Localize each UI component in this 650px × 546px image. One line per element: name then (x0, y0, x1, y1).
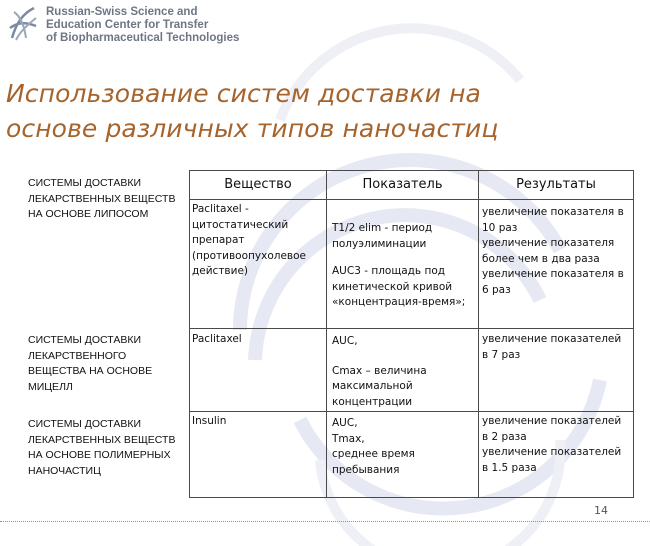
grid-row1-line (189, 199, 634, 200)
row3-substance-line: Insulin (192, 415, 227, 427)
org-line-3: of Biopharmaceutical Technologies (46, 32, 240, 44)
grid-col-a (189, 170, 190, 498)
row1-result-line: 10 раз (482, 221, 518, 234)
row3-result-line: в 2 раза (482, 430, 527, 443)
row1-result-line: увеличение показателя в (482, 206, 624, 218)
org-line-1: Russian-Swiss Science and (46, 6, 198, 18)
row1-result-line: 6 раз (482, 283, 511, 296)
row2-result-line: в 7 раз (482, 348, 521, 361)
center-logo-icon (8, 4, 38, 42)
row3-system-line: НА ОСНОВЕ ПОЛИМЕРНЫХ (28, 449, 171, 461)
row1-substance-line: (противоопухолевое (192, 249, 306, 262)
row1-system-line: СИСТЕМЫ ДОСТАВКИ (28, 177, 141, 189)
row3-system-line: ЛЕКАРСТВЕННЫХ ВЕЩЕСТВ (28, 433, 176, 446)
row3-result (482, 414, 632, 476)
grid-col-c (478, 170, 479, 498)
row2-result (482, 332, 632, 363)
row3-indicator-line: Tmax, (332, 432, 365, 445)
row1-substance (192, 202, 324, 280)
row1-result-line: увеличение показателя (482, 237, 615, 249)
row2-result-line: увеличение показателей (482, 333, 622, 345)
grid-top-line (189, 170, 634, 171)
row1-substance-line: цитостатический (192, 218, 289, 231)
row3-indicator (332, 416, 476, 478)
row2-substance-line: Paclitaxel (192, 333, 242, 345)
row1-substance-line: действие) (192, 265, 249, 277)
grid-col-b (326, 170, 327, 498)
row2-indicator-line: Cmax – величина (332, 364, 427, 377)
row1-system-line: НА ОСНОВЕ ЛИПОСОМ (28, 208, 149, 220)
row1-indicator-line: кинетической кривой (332, 280, 453, 293)
row1-indicator-line: полуэлиминации (332, 237, 427, 250)
row2-system-line: ВЕЩЕСТВА НА ОСНОВЕ (28, 365, 153, 377)
row2-system-line: СИСТЕМЫ ДОСТАВКИ (28, 334, 141, 346)
grid-col-d (633, 170, 634, 498)
row1-indicator-line: T1/2 elim - период (332, 222, 433, 234)
row1-system-line: ЛЕКАРСТВЕННЫХ ВЕЩЕСТВ (28, 192, 176, 205)
row2-substance (192, 332, 324, 348)
row1-indicator-line: «концентрация-время»; (332, 296, 466, 308)
row3-indicator-line: пребывания (332, 463, 400, 476)
grid-row3-line (189, 411, 634, 412)
row3-system (28, 417, 188, 479)
row1-result (482, 205, 632, 298)
row1-indicator (332, 221, 476, 311)
row2-indicator-line: AUC, (332, 335, 358, 347)
header-substance: Вещество (224, 177, 292, 192)
row3-indicator-line: AUC, (332, 417, 358, 429)
row1-indicator-line: AUC3 - площадь под (332, 265, 446, 277)
grid-bottom-line (189, 497, 634, 498)
row3-system-line: НАНОЧАСТИЦ (28, 464, 101, 477)
row2-system-line: МИЦЕЛЛ (28, 380, 73, 393)
row1-substance-line: Paclitaxel - (192, 203, 249, 215)
header-indicator: Показатель (362, 177, 443, 192)
org-line-2: Education Center for Transfer (46, 19, 209, 31)
row1-result-line: более чем в два раза (482, 252, 600, 265)
grid-row2-line (189, 328, 634, 329)
row2-indicator-line: концентрации (332, 395, 413, 408)
row2-indicator-line: максимальной (332, 380, 413, 392)
row1-result-line: увеличение показателя в (482, 268, 624, 280)
row3-result-line: увеличение показателей (482, 415, 622, 427)
row3-indicator-line: среднее время (332, 448, 415, 460)
row1-system (28, 176, 188, 223)
row2-system (28, 333, 188, 395)
page-number: 14 (594, 504, 608, 517)
title-line-1: Использование систем доставки на (6, 79, 481, 108)
row3-system-line: СИСТЕМЫ ДОСТАВКИ (28, 418, 141, 430)
row2-indicator (332, 334, 476, 410)
footer-divider (0, 521, 650, 522)
delivery-systems-table (28, 170, 634, 498)
title-line-2: основе различных типов наночастиц (6, 114, 499, 143)
row3-result-line: увеличение показателей (482, 446, 622, 458)
row2-system-line: ЛЕКАРСТВЕННОГО (28, 349, 127, 362)
slide-title (6, 76, 646, 146)
header-results: Результаты (516, 177, 596, 192)
row3-substance (192, 414, 324, 430)
row3-result-line: в 1.5 раза (482, 461, 537, 474)
organization-name (46, 6, 239, 45)
row1-substance-line: препарат (192, 234, 245, 246)
